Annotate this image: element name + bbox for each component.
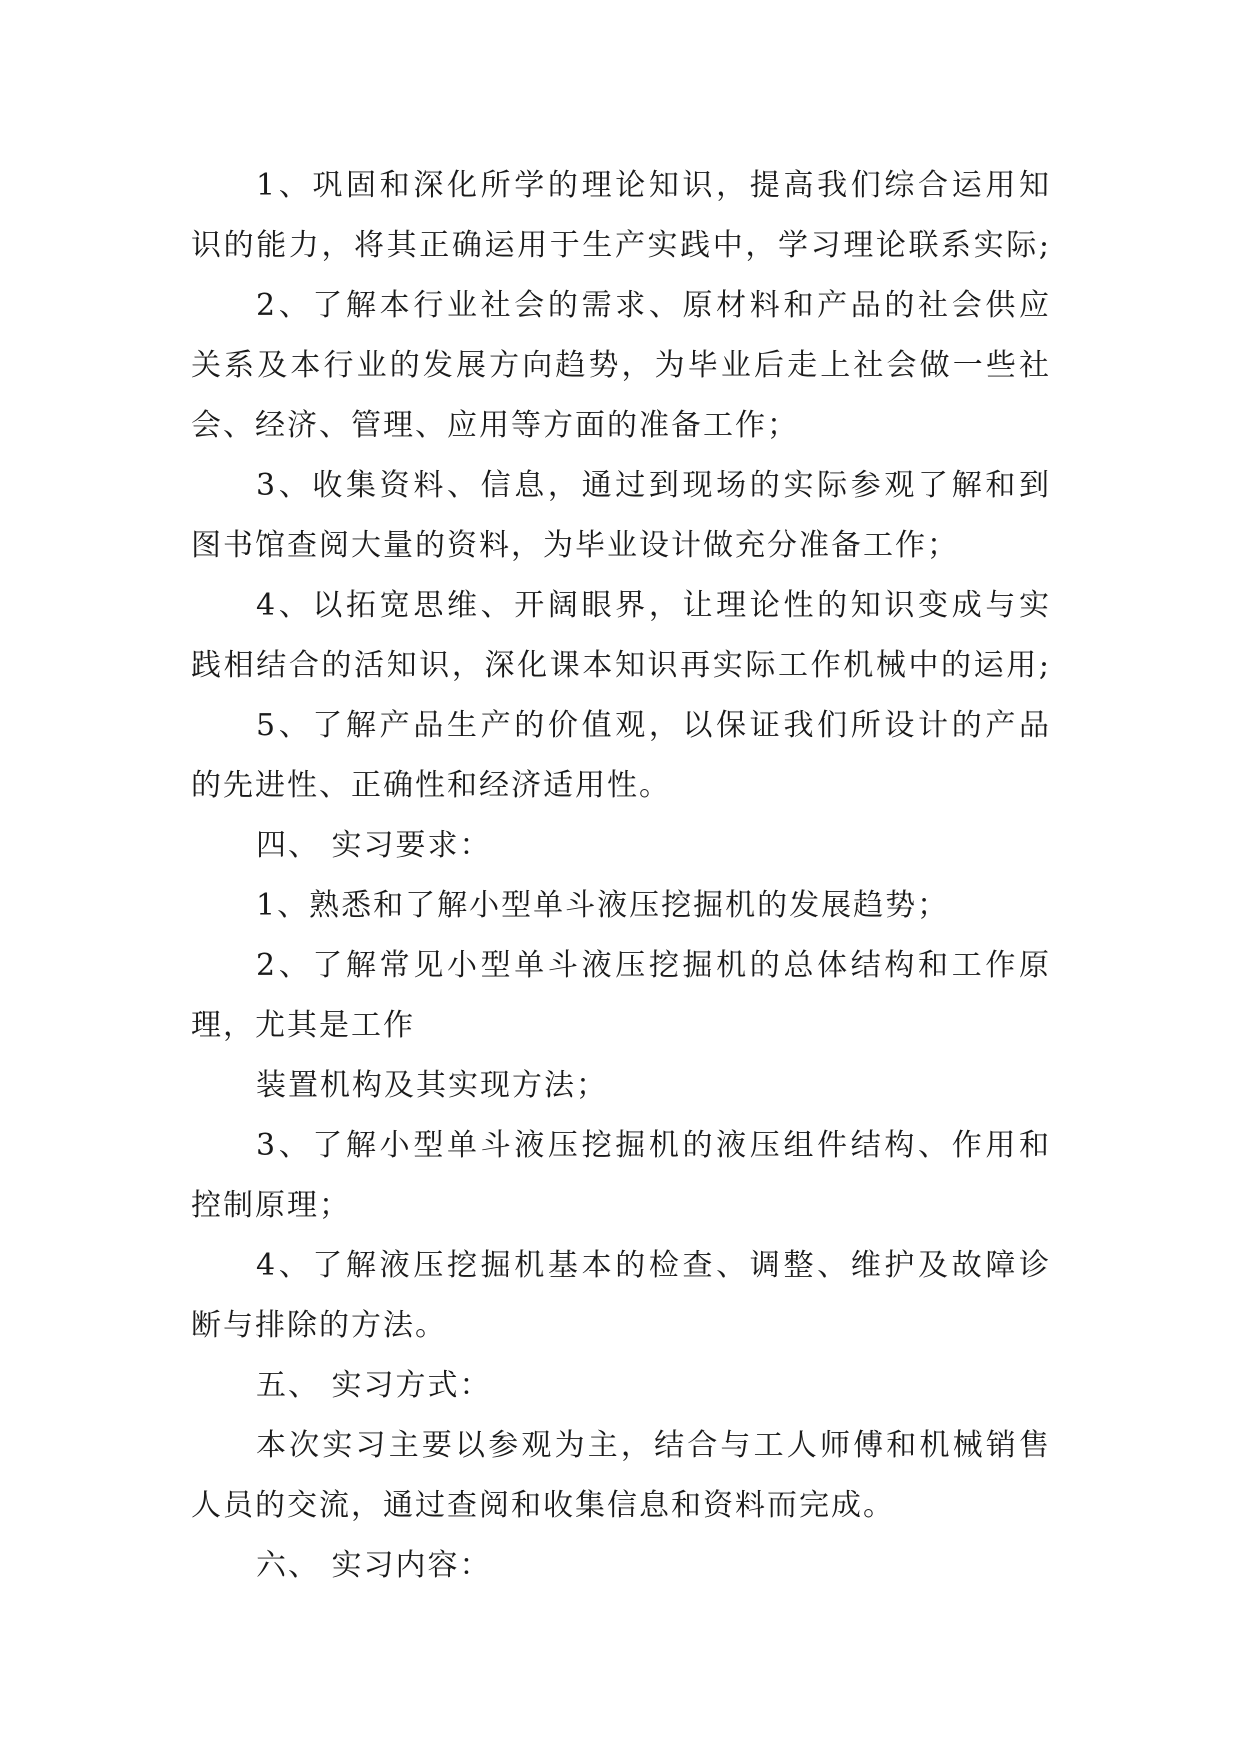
text-line: 1、巩固和深化所学的理论知识，提高我们综合运用知 (256, 168, 1051, 203)
text-line: 2、了解常见小型单斗液压挖掘机的总体结构和工作原 (256, 948, 1051, 983)
text-line: 2、了解本行业社会的需求、原材料和产品的社会供应 (256, 288, 1051, 323)
text-line: 装置机构及其实现方法； (256, 1068, 608, 1103)
text-line: 5、了解产品生产的价值观，以保证我们所设计的产品 (256, 708, 1051, 743)
text-line: 理，尤其是工作 (191, 1008, 415, 1043)
text-line: 图书馆查阅大量的资料，为毕业设计做充分准备工作； (191, 528, 959, 563)
section-heading: 四、 实习要求： (256, 828, 492, 863)
text-line: 会、经济、管理、应用等方面的准备工作； (191, 408, 799, 443)
text-line: 1、熟悉和了解小型单斗液压挖掘机的发展趋势； (256, 888, 950, 923)
text-line: 践相结合的活知识，深化课本知识再实际工作机械中的运用; (191, 648, 1051, 683)
text-line: 3、收集资料、信息，通过到现场的实际参观了解和到 (256, 468, 1051, 503)
text-line: 识的能力，将其正确运用于生产实践中，学习理论联系实际; (191, 228, 1051, 263)
text-line: 3、了解小型单斗液压挖掘机的液压组件结构、作用和 (256, 1128, 1051, 1163)
text-line: 人员的交流，通过查阅和收集信息和资料而完成。 (191, 1488, 895, 1523)
text-line: 的先进性、正确性和经济适用性。 (191, 768, 671, 803)
text-line: 关系及本行业的发展方向趋势，为毕业后走上社会做一些社 (191, 348, 1051, 383)
text-line: 断与排除的方法。 (191, 1308, 447, 1343)
section-heading: 五、 实习方式： (256, 1368, 492, 1403)
text-line: 4、了解液压挖掘机基本的检查、调整、维护及故障诊 (256, 1248, 1051, 1283)
text-line: 控制原理； (191, 1188, 351, 1223)
text-line: 本次实习主要以参观为主，结合与工人师傅和机械销售 (256, 1428, 1051, 1463)
text-line: 4、以拓宽思维、开阔眼界，让理论性的知识变成与实 (256, 588, 1051, 623)
section-heading: 六、 实习内容： (256, 1548, 492, 1583)
